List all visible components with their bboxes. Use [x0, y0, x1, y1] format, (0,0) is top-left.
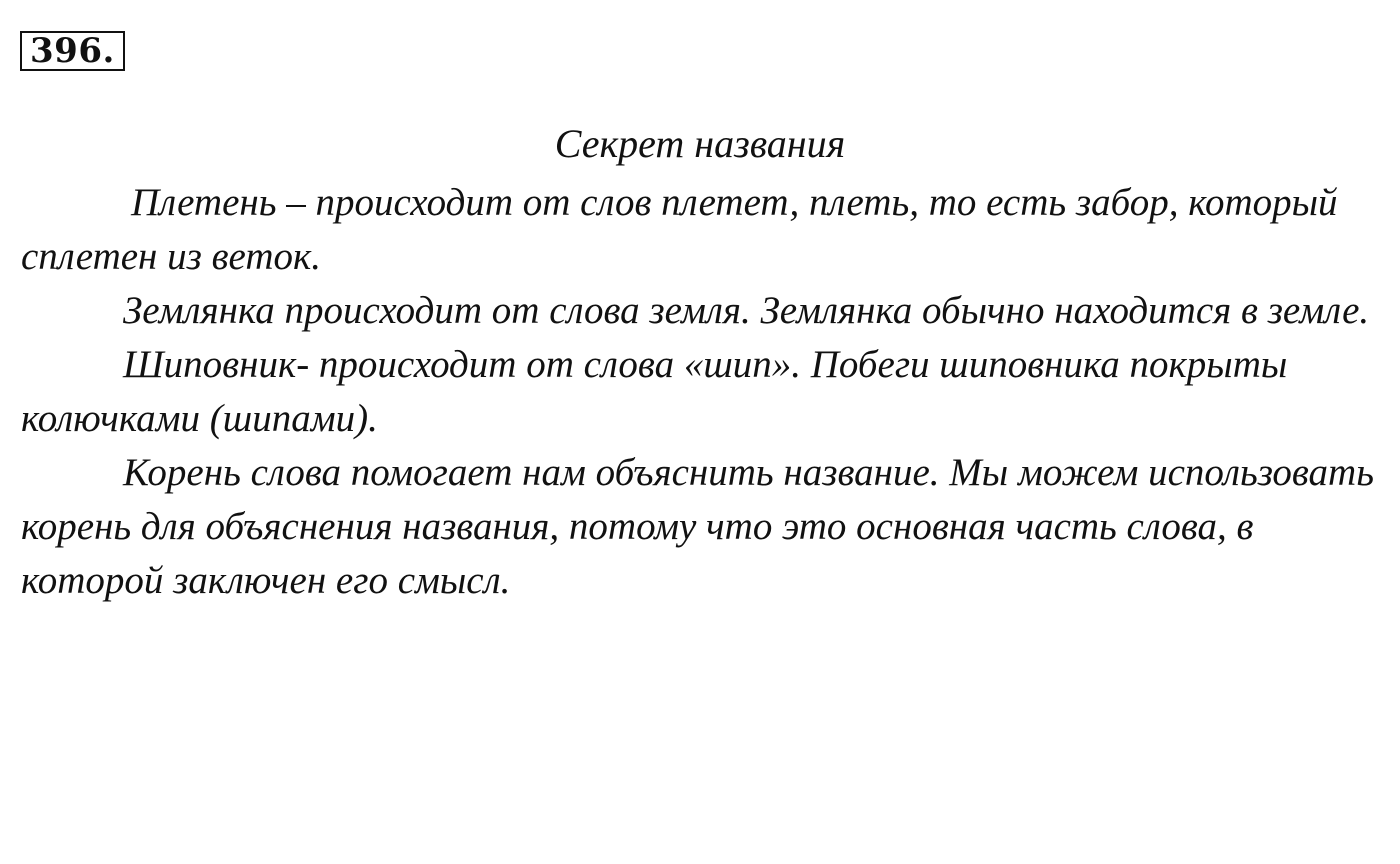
- exercise-number: 396.: [20, 31, 125, 71]
- text-title: Секрет названия: [554, 121, 846, 166]
- paragraph-conclusion: Корень слова помогает нам объяснить название. Мы можем использовать корень для объяснения названия, потому что это основная часть слова, в которой заключен его смысл.: [21, 451, 1374, 602]
- paragraph-zemlyanka: Землянка происходит от слова земля. Землянка обычно находится в земле.: [123, 289, 1370, 332]
- paragraph-shipovnik: Шиповник- происходит от слова «шип». Побеги шиповника покрыты колючками (шипами).: [21, 343, 1288, 440]
- text-body: [21, 176, 1386, 608]
- paragraph-pleten: Плетень – происходит от слов плетет, плеть, то есть забор, который сплетен из веток.: [21, 181, 1338, 278]
